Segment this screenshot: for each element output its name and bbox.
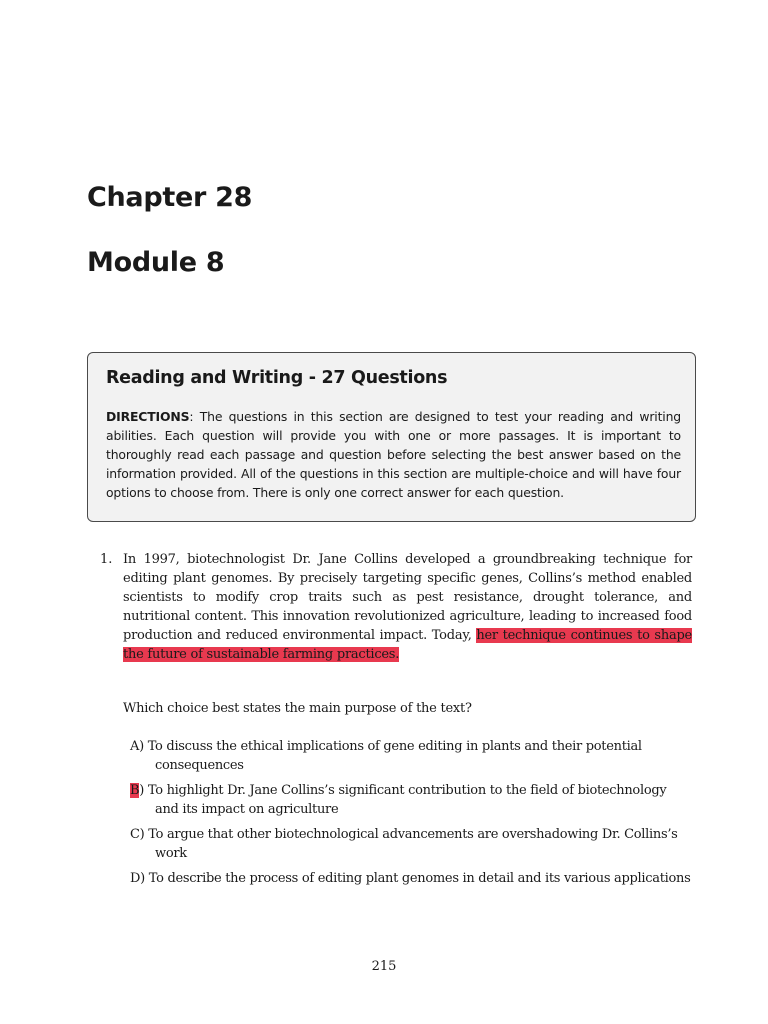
- option-c[interactable]: [130, 825, 692, 863]
- chapter-title: Chapter 28: [87, 182, 253, 213]
- option-letter: D: [130, 871, 141, 886]
- section-title: Reading and Writing - 27 Questions: [106, 368, 448, 388]
- option-letter-selected: B: [130, 783, 140, 798]
- option-a[interactable]: [130, 737, 692, 775]
- option-text: ) To argue that other biotechnological advancements are overshadowing Dr. Collins’s work: [139, 827, 678, 861]
- option-letter: A: [130, 739, 140, 754]
- option-text: ) To describe the process of editing plant genomes in detail and its various applications: [140, 871, 691, 886]
- directions-box: [87, 352, 696, 522]
- page-number: 215: [371, 959, 397, 974]
- option-text: ) To highlight Dr. Jane Collins’s significant contribution to the field of biotechnology and its impact on agriculture: [139, 783, 667, 817]
- option-letter: C: [130, 827, 140, 842]
- passage-text: In 1997, biotechnologist Dr. Jane Collins developed a groundbreaking technique for editing plant genomes. By precisely targeting specific genes, Collins’s method enabled scientists to modify crop traits such as pest resistance, drought tolerance, and nutritional content. This innovation revolutionized agriculture, leading to increased food production and reduced environmental impact. Today,: [123, 552, 692, 643]
- question-passage: [123, 550, 692, 664]
- answer-options: [130, 737, 692, 894]
- option-b[interactable]: [130, 781, 692, 819]
- option-d[interactable]: [130, 869, 692, 888]
- question-number: 1.: [100, 552, 113, 567]
- directions-text: [106, 407, 681, 502]
- question-1: [100, 550, 692, 664]
- module-title: Module 8: [87, 247, 225, 278]
- directions-label: DIRECTIONS: [106, 409, 190, 424]
- directions-body: : The questions in this section are designed to test your reading and writing abilities. Each question will provide you with one or more passages. It is important to thoroughly read each passage and question before selecting the best answer based on the information provided. All of the questions in this section are multiple-choice and will have four options to choose from. There is only one correct answer for each question.: [106, 409, 681, 500]
- passage-highlight[interactable]: her technique continues to shape the future of sustainable farming practices.: [123, 628, 692, 662]
- question-prompt: Which choice best states the main purpose of the text?: [123, 701, 472, 716]
- option-text: ) To discuss the ethical implications of gene editing in plants and their potential consequences: [139, 739, 642, 773]
